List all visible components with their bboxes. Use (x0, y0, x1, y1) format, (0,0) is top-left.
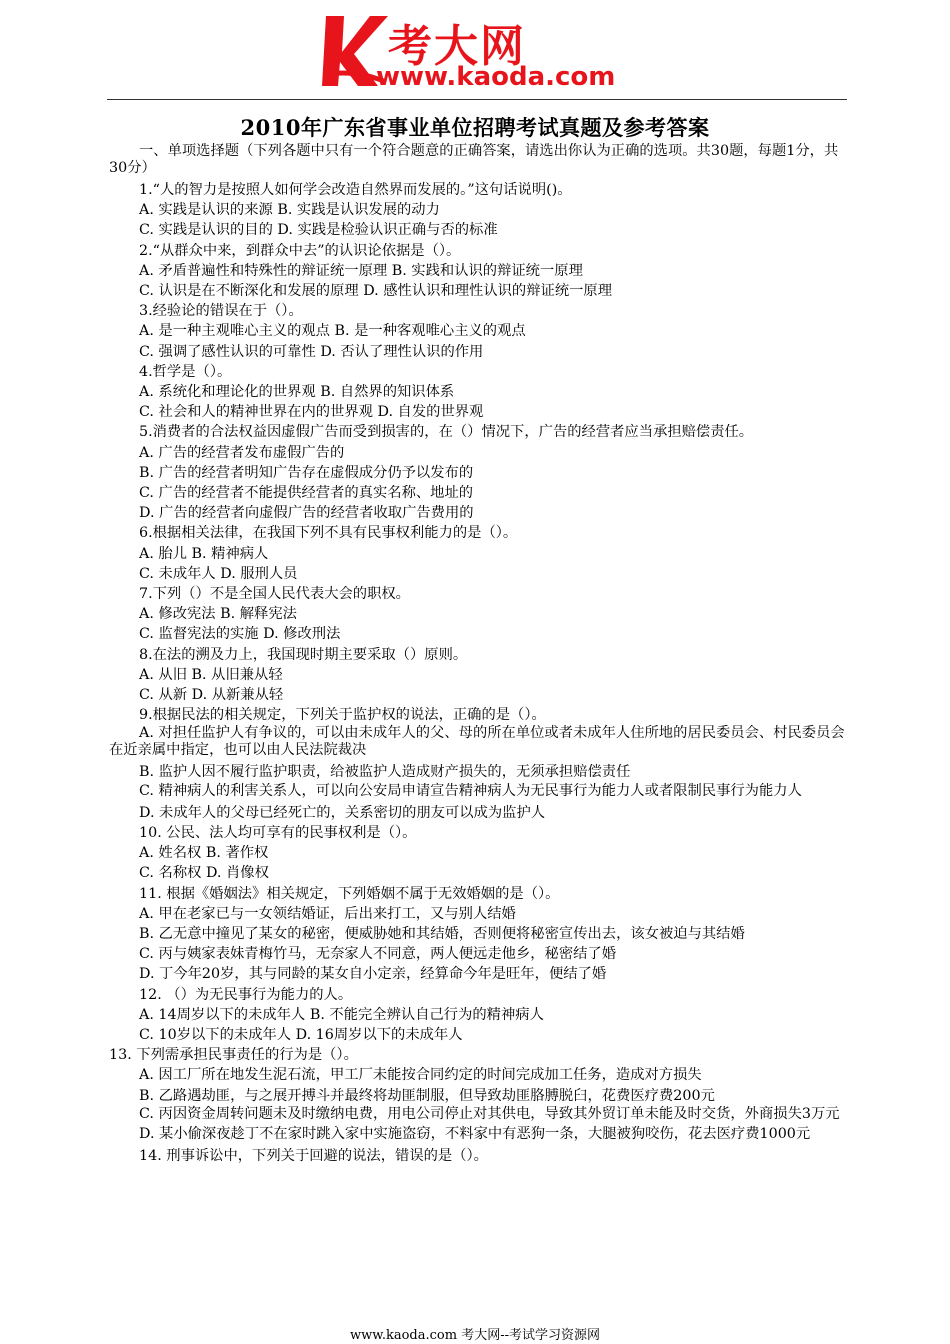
text-line: 14. 刑事诉讼中，下列关于回避的说法，错误的是（）。 (139, 1147, 488, 1164)
text-line: 13. 下列需承担民事责任的行为是（）。 (109, 1047, 358, 1064)
text-line: 5.消费者的合法权益因虚假广告而受到损害的，在（）情况下，广告的经营者应当承担赔偿责任。 (139, 424, 754, 441)
document-title: 2010年广东省事业单位招聘考试真题及参考答案 (240, 115, 710, 140)
text-line: C. 社会和人的精神世界在内的世界观 D. 自发的世界观 (139, 404, 484, 421)
text-line: A. 实践是认识的来源 B. 实践是认识发展的动力 (139, 202, 440, 219)
text-line: D. 广告的经营者向虚假广告的经营者收取广告费用的 (139, 505, 474, 522)
text-line: D. 未成年人的父母已经死亡的，关系密切的朋友可以成为监护人 (139, 804, 546, 821)
text-line: D. 丁今年20岁，其与同龄的某女自小定亲，经算命今年是旺年，便结了婚 (139, 966, 607, 983)
text-line: 1.“人的智力是按照人如何学会改造自然界而发展的。”这句话说明()。 (139, 182, 572, 198)
text-line: A. 是一种主观唯心主义的观点 B. 是一种客观唯心主义的观点 (139, 323, 526, 340)
text-line: A. 修改宪法 B. 解释宪法 (139, 606, 297, 623)
text-line: B. 广告的经营者明知广告存在虚假成分仍予以发布的 (139, 464, 474, 481)
text-line: B. 监护人因不履行监护职责，给被监护人造成财产损失的，无须承担赔偿责任 (139, 764, 631, 781)
text-line: A. 胎儿 B. 精神病人 (139, 545, 269, 562)
logo-brand-text: 考大网 (388, 21, 526, 72)
exam-content (109, 143, 847, 1166)
text-line: D. 某小偷深夜趁丁不在家时跳入家中实施盗窃，不料家中有恶狗一条，大腿被狗咬伤，花去医疗费1000元 (139, 1125, 811, 1142)
text-line: A. 姓名权 B. 著作权 (139, 845, 269, 862)
text-line: 7.下列（）不是全国人民代表大会的职权。 (139, 586, 410, 603)
text-line: C. 名称权 D. 肖像权 (139, 865, 269, 882)
text-line: 12. （）为无民事行为能力的人。 (139, 986, 353, 1003)
text-line: A. 对担任监护人有争议的，可以由未成年人的父、母的所在单位或者未成年人住所地的居民委员会、村民委员会在近亲属中指定，也可以由人民法院裁决 (109, 725, 845, 759)
text-line: A. 广告的经营者发布虚假广告的 (139, 444, 345, 461)
page-footer: www.kaoda.com 考大网--考试学习资源网 (350, 1328, 600, 1343)
text-line: 2.“从群众中来，到群众中去”的认识论依据是（）。 (139, 242, 461, 259)
site-logo[interactable] (318, 8, 648, 94)
text-line: B. 乙无意中撞见了某女的秘密，便威胁她和其结婚，否则便将秘密宣传出去，该女被迫与其结婚 (139, 925, 745, 942)
logo-url-text: www.kaoda.com (376, 62, 616, 92)
text-line: C. 丙与姨家表妹青梅竹马，无奈家人不同意，两人便远走他乡，秘密结了婚 (139, 946, 617, 963)
text-line: 9.根据民法的相关规定，下列关于监护权的说法，正确的是（）。 (139, 707, 546, 724)
text-line: A. 因工厂所在地发生泥石流，甲工厂未能按合同约定的时间完成加工任务，造成对方损失 (139, 1067, 702, 1084)
text-line: A. 14周岁以下的未成年人 B. 不能完全辨认自己行为的精神病人 (139, 1006, 544, 1023)
text-line: C. 未成年人 D. 服刑人员 (139, 565, 298, 582)
text-line: A. 甲在老家已与一女领结婚证，后出来打工，又与别人结婚 (139, 905, 516, 922)
text-line: 4.哲学是（）。 (139, 363, 232, 380)
text-line: 11. 根据《婚姻法》相关规定，下列婚姻不属于无效婚姻的是（）。 (139, 885, 560, 902)
text-line: C. 精神病人的利害关系人，可以向公安局申请宣告精神病人为无民事行为能力人或者限制民事行为能力人 (139, 782, 802, 799)
text-line: 6.根据相关法律，在我国下列不具有民事权利能力的是（）。 (139, 525, 518, 542)
text-line: 3.经验论的错误在于（）。 (139, 303, 303, 320)
text-line: C. 广告的经营者不能提供经营者的真实名称、地址的 (139, 485, 474, 502)
text-line: 8.在法的溯及力上，我国现时期主要采取（）原则。 (139, 646, 468, 663)
header-divider (107, 99, 847, 100)
text-line: C. 实践是认识的目的 D. 实践是检验认识正确与否的标准 (139, 222, 498, 239)
text-line: B. 乙路遇劫匪，与之展开搏斗并最终将劫匪制服，但导致劫匪胳膊脱臼，花费医疗费200元 (139, 1087, 715, 1104)
text-line: C. 强调了感性认识的可靠性 D. 否认了理性认识的作用 (139, 343, 484, 360)
text-line: 10. 公民、法人均可享有的民事权利是（）。 (139, 824, 417, 841)
text-line: A. 系统化和理论化的世界观 B. 自然界的知识体系 (139, 384, 455, 401)
text-line: C. 丙因资金周转问题未及时缴纳电费，用电公司停止对其供电，导致其外贸订单未能及时交货，外商损失3万元 (139, 1105, 840, 1122)
text-line: C. 监督宪法的实施 D. 修改刑法 (139, 626, 341, 643)
text-line: 一、单项选择题（下列各题中只有一个符合题意的正确答案，请选出你认为正确的选项。共30题，每题1分，共30分） (109, 143, 839, 176)
text-line: A. 从旧 B. 从旧兼从轻 (139, 666, 283, 683)
text-line: C. 10岁以下的未成年人 D. 16周岁以下的未成年人 (139, 1026, 463, 1043)
text-line: A. 矛盾普遍性和特殊性的辩证统一原理 B. 实践和认识的辩证统一原理 (139, 262, 583, 279)
text-line: C. 认识是在不断深化和发展的原理 D. 感性认识和理性认识的辩证统一原理 (139, 283, 613, 300)
text-line: C. 从新 D. 从新兼从轻 (139, 687, 284, 704)
